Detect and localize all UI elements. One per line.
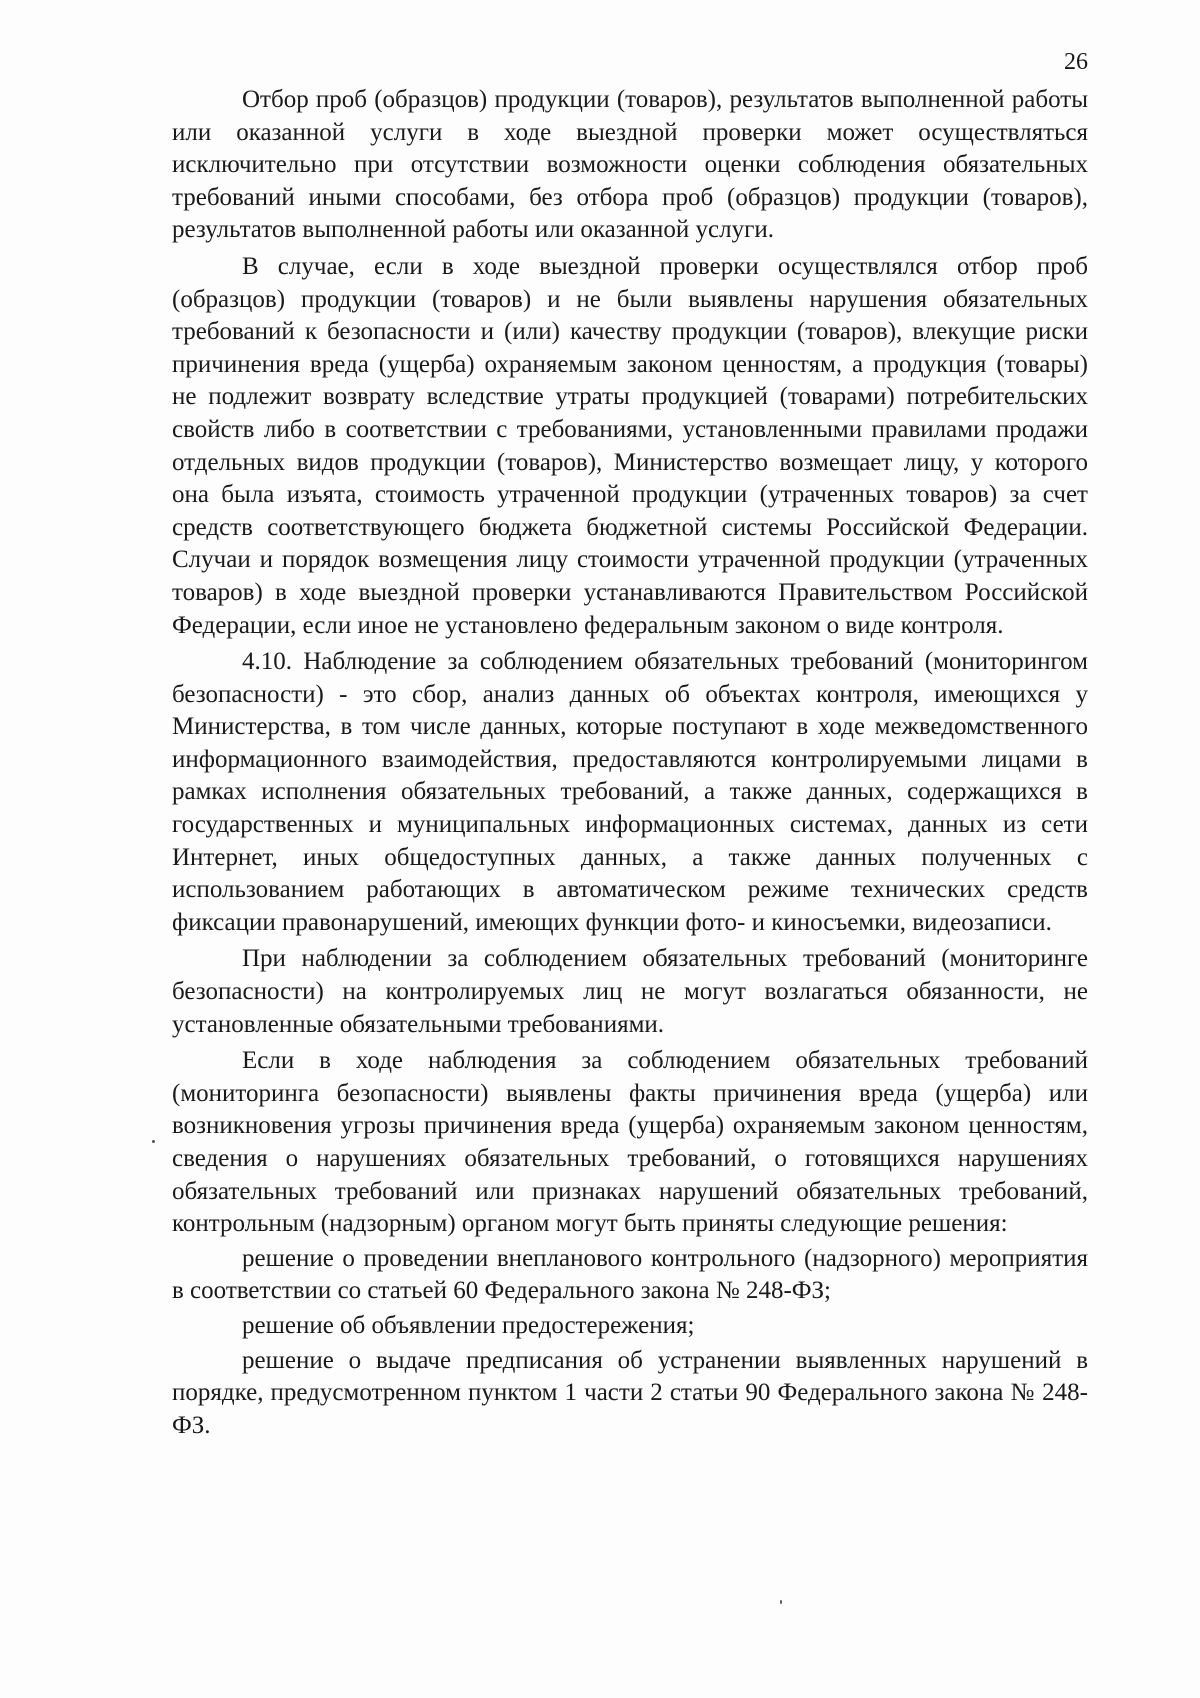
page-number: 26 [1064,49,1088,75]
paragraph-monitoring-obligations: При наблюдении за соблюдением обязательных требований (мониторинге безопасности) на контролируемых лиц не могут возлагаться обязанности, не установленные обязательными требованиями. [172,945,1088,1038]
paragraph-monitoring-definition: 4.10. Наблюдение за соблюдением обязательных требований (мониторингом безопасности) - это сбор, анализ данных об объектах контроля, имеющихся у Министерства, в том числе данных, которые поступают в ходе межведомственного информационного взаимодействия, предоставляются контролируемыми лицами в рамках исполнения обязательных требований, а также данных, содержащихся в государственных и муниципальных информационных системах, данных из сети Интернет, иных общедоступных данных, а также данных полученных с использованием работающих в автоматическом режиме технических средств фиксации правонарушений, имеющих функции фото- и киносъемки, видеозаписи. [172,648,1088,936]
paragraph-decision-unscheduled: решение о проведении внепланового контрольного (надзорного) мероприятия в соответствии со статьей 60 Федерального закона № 248-ФЗ; [172,1244,1088,1305]
scan-speck [152,1140,155,1143]
scan-speck [780,1600,782,1604]
paragraph-sampling: Отбор проб (образцов) продукции (товаров), результатов выполненной работы или оказанной услуги в ходе выездной проверки может осуществляться исключительно при отсутствии возможности оценки соблюдения обязательных требований иными способами, без отбора проб (образцов) продукции (товаров), результатов выполненной работы или оказанной услуги. [172,86,1088,244]
paragraph-decisions-intro: Если в ходе наблюдения за соблюдением обязательных требований (мониторинга безопасности) выявлены факты причинения вреда (ущерба) или возникновения угрозы причинения вреда (ущерба) охраняемым законом ценностям, сведения о нарушениях обязательных требований, о готовящихся нарушениях обязательных требований или признаках нарушений обязательных требований, контрольным (надзорным) органом могут быть приняты следующие решения: [172,1047,1088,1238]
paragraph-decision-order: решение о выдаче предписания об устранении выявленных нарушений в порядке, предусмотренном пунктом 1 части 2 статьи 90 Федерального закона № 248-ФЗ. [172,1346,1088,1439]
paragraph-decision-warning: решение об объявлении предостережения; [242,1311,695,1339]
document-body [172,84,1088,1444]
paragraph-compensation: В случае, если в ходе выездной проверки осуществлялся отбор проб (образцов) продукции (товаров) и не были выявлены нарушения обязательных требований к безопасности и (или) качеству продукции (товаров), влекущие риски причинения вреда (ущерба) охраняемым законом ценностям, а продукция (товары) не подлежит возврату вследствие утраты продукцией (товарами) потребительских свойств либо в соответствии с требованиями, установленными правилами продажи отдельных видов продукции (товаров), Министерство возмещает лицу, у которого она была изъята, стоимость утраченной продукции (утраченных товаров) за счет средств соответствующего бюджета бюджетной системы Российской Федерации. Случаи и порядок возмещения лицу стоимости утраченной продукции (утраченных товаров) в ходе выездной проверки устанавливаются Правительством Российской Федерации, если иное не установлено федеральным законом о виде контроля. [172,252,1088,639]
